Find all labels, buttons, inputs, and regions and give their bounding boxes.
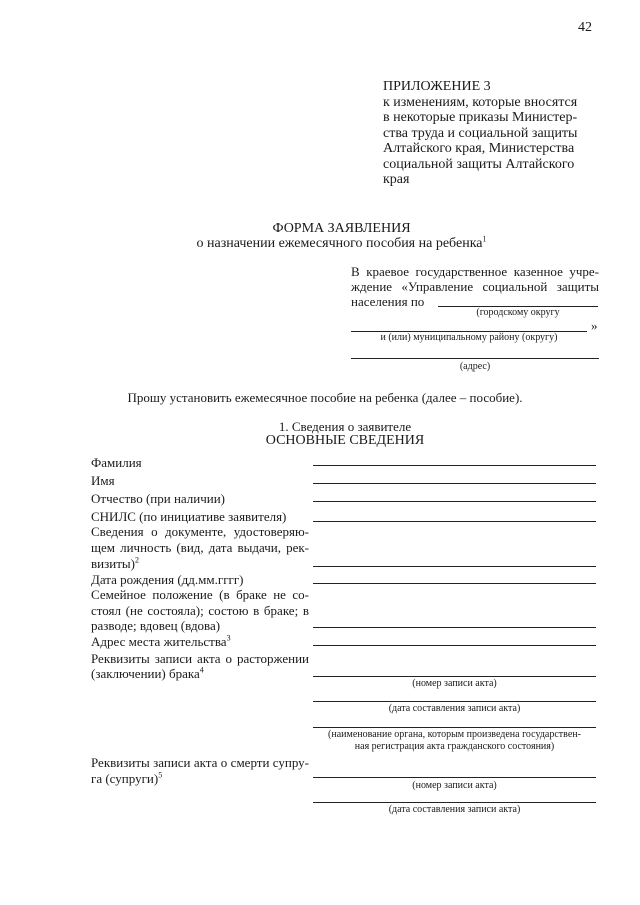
appendix-line: края xyxy=(383,172,410,187)
field-label-birth-date: Дата рождения (дд.мм.гггг) xyxy=(91,572,244,587)
form-subtitle xyxy=(0,236,640,252)
appendix-line: социальной защиты Алтайского xyxy=(383,156,575,172)
addressee-line: В краевое государственное казенное учре- xyxy=(351,264,599,279)
field-label-death-act xyxy=(91,771,162,787)
registry-caption: ная регистрация акта гражданского состояния) xyxy=(354,741,555,752)
name-field-line[interactable] xyxy=(313,483,596,484)
address-field-line[interactable] xyxy=(351,358,599,359)
marriage-act-date-line[interactable] xyxy=(313,701,596,702)
okrug-caption: (городскому округу xyxy=(476,307,560,318)
footnote-mark: 5 xyxy=(158,770,163,780)
surname-field-line[interactable] xyxy=(313,465,596,466)
page-number: 42 xyxy=(578,20,592,35)
id-doc-field-line[interactable] xyxy=(313,566,596,567)
field-label-id-doc: щем личность (вид, дата выдачи, рек- xyxy=(91,540,309,555)
field-label-snils: СНИЛС (по инициативе заявителя) xyxy=(91,509,287,524)
appendix-line: ства труда и социальной защиты xyxy=(383,125,578,141)
section-number-title: 1. Сведения о заявителе xyxy=(278,419,412,434)
act-number-caption: (номер записи акта) xyxy=(412,780,497,791)
field-label-death-act: Реквизиты записи акта о смерти супру- xyxy=(91,755,309,770)
district-caption: и (или) муниципальному району (округу) xyxy=(380,332,558,343)
footnote-mark: 3 xyxy=(226,633,231,643)
field-label-id-doc: Сведения о документе, удостоверяю- xyxy=(91,524,309,539)
field-label-id-doc-text: визиты) xyxy=(91,556,135,571)
snils-field-line[interactable] xyxy=(313,521,596,522)
addressee-line: ждение «Управление социальной защиты xyxy=(351,279,599,294)
marital-field-line[interactable] xyxy=(313,627,596,628)
section-subtitle: ОСНОВНЫЕ СВЕДЕНИЯ xyxy=(265,433,425,448)
appendix-line: к изменениям, которые вносятся xyxy=(383,94,578,110)
quote-close: » xyxy=(591,318,598,333)
field-label-name: Имя xyxy=(91,473,115,488)
act-date-caption: (дата составления записи акта) xyxy=(388,703,521,714)
field-label-marital: Семейное положение (в браке не со- xyxy=(91,587,309,602)
death-act-number-line[interactable] xyxy=(313,777,596,778)
appendix-line: в некоторые приказы Министер- xyxy=(383,110,578,125)
registry-organ-line[interactable] xyxy=(313,727,596,728)
field-label-marriage-act xyxy=(91,666,204,682)
patronymic-field-line[interactable] xyxy=(313,501,596,502)
residence-field-line[interactable] xyxy=(313,645,596,646)
field-label-residence-text: Адрес места жительства xyxy=(91,634,227,649)
field-label-marital: стоял (не состояла); состою в браке; в xyxy=(91,603,309,618)
birth-date-field-line[interactable] xyxy=(313,583,596,584)
form-subtitle-text: о назначении ежемесячного пособия на ребенка xyxy=(196,236,483,251)
appendix-title: ПРИЛОЖЕНИЕ 3 xyxy=(383,79,491,94)
registry-caption: (наименование органа, которым произведена государствен- xyxy=(328,729,581,740)
footnote-mark: 1 xyxy=(482,234,487,244)
request-text: Прошу установить ежемесячное пособие на ребенка (далее – пособие). xyxy=(127,390,523,405)
marriage-act-number-line[interactable] xyxy=(313,676,596,677)
addressee-line: населения по xyxy=(351,294,425,309)
field-label-marital: разводе; вдовец (вдова) xyxy=(91,618,221,633)
field-label-marriage-act-text: (заключении) брака xyxy=(91,666,200,681)
appendix-line: Алтайского края, Министерства xyxy=(383,141,575,156)
field-label-residence xyxy=(91,634,231,650)
address-caption: (адрес) xyxy=(459,361,491,372)
act-number-caption: (номер записи акта) xyxy=(412,678,497,689)
footnote-mark: 2 xyxy=(134,555,139,565)
field-label-marriage-act: Реквизиты записи акта о расторжении xyxy=(91,651,309,666)
appendix-block xyxy=(383,79,598,188)
field-label-death-act-text: га (супруги) xyxy=(91,771,159,786)
footnote-mark: 4 xyxy=(199,665,204,675)
act-date-caption: (дата составления записи акта) xyxy=(388,804,521,815)
form-title: ФОРМА ЗАЯВЛЕНИЯ xyxy=(272,221,411,236)
field-label-patronymic: Отчество (при наличии) xyxy=(91,491,226,506)
field-label-surname: Фамилия xyxy=(91,455,142,470)
field-label-id-doc xyxy=(91,556,139,572)
death-act-date-line[interactable] xyxy=(313,802,596,803)
